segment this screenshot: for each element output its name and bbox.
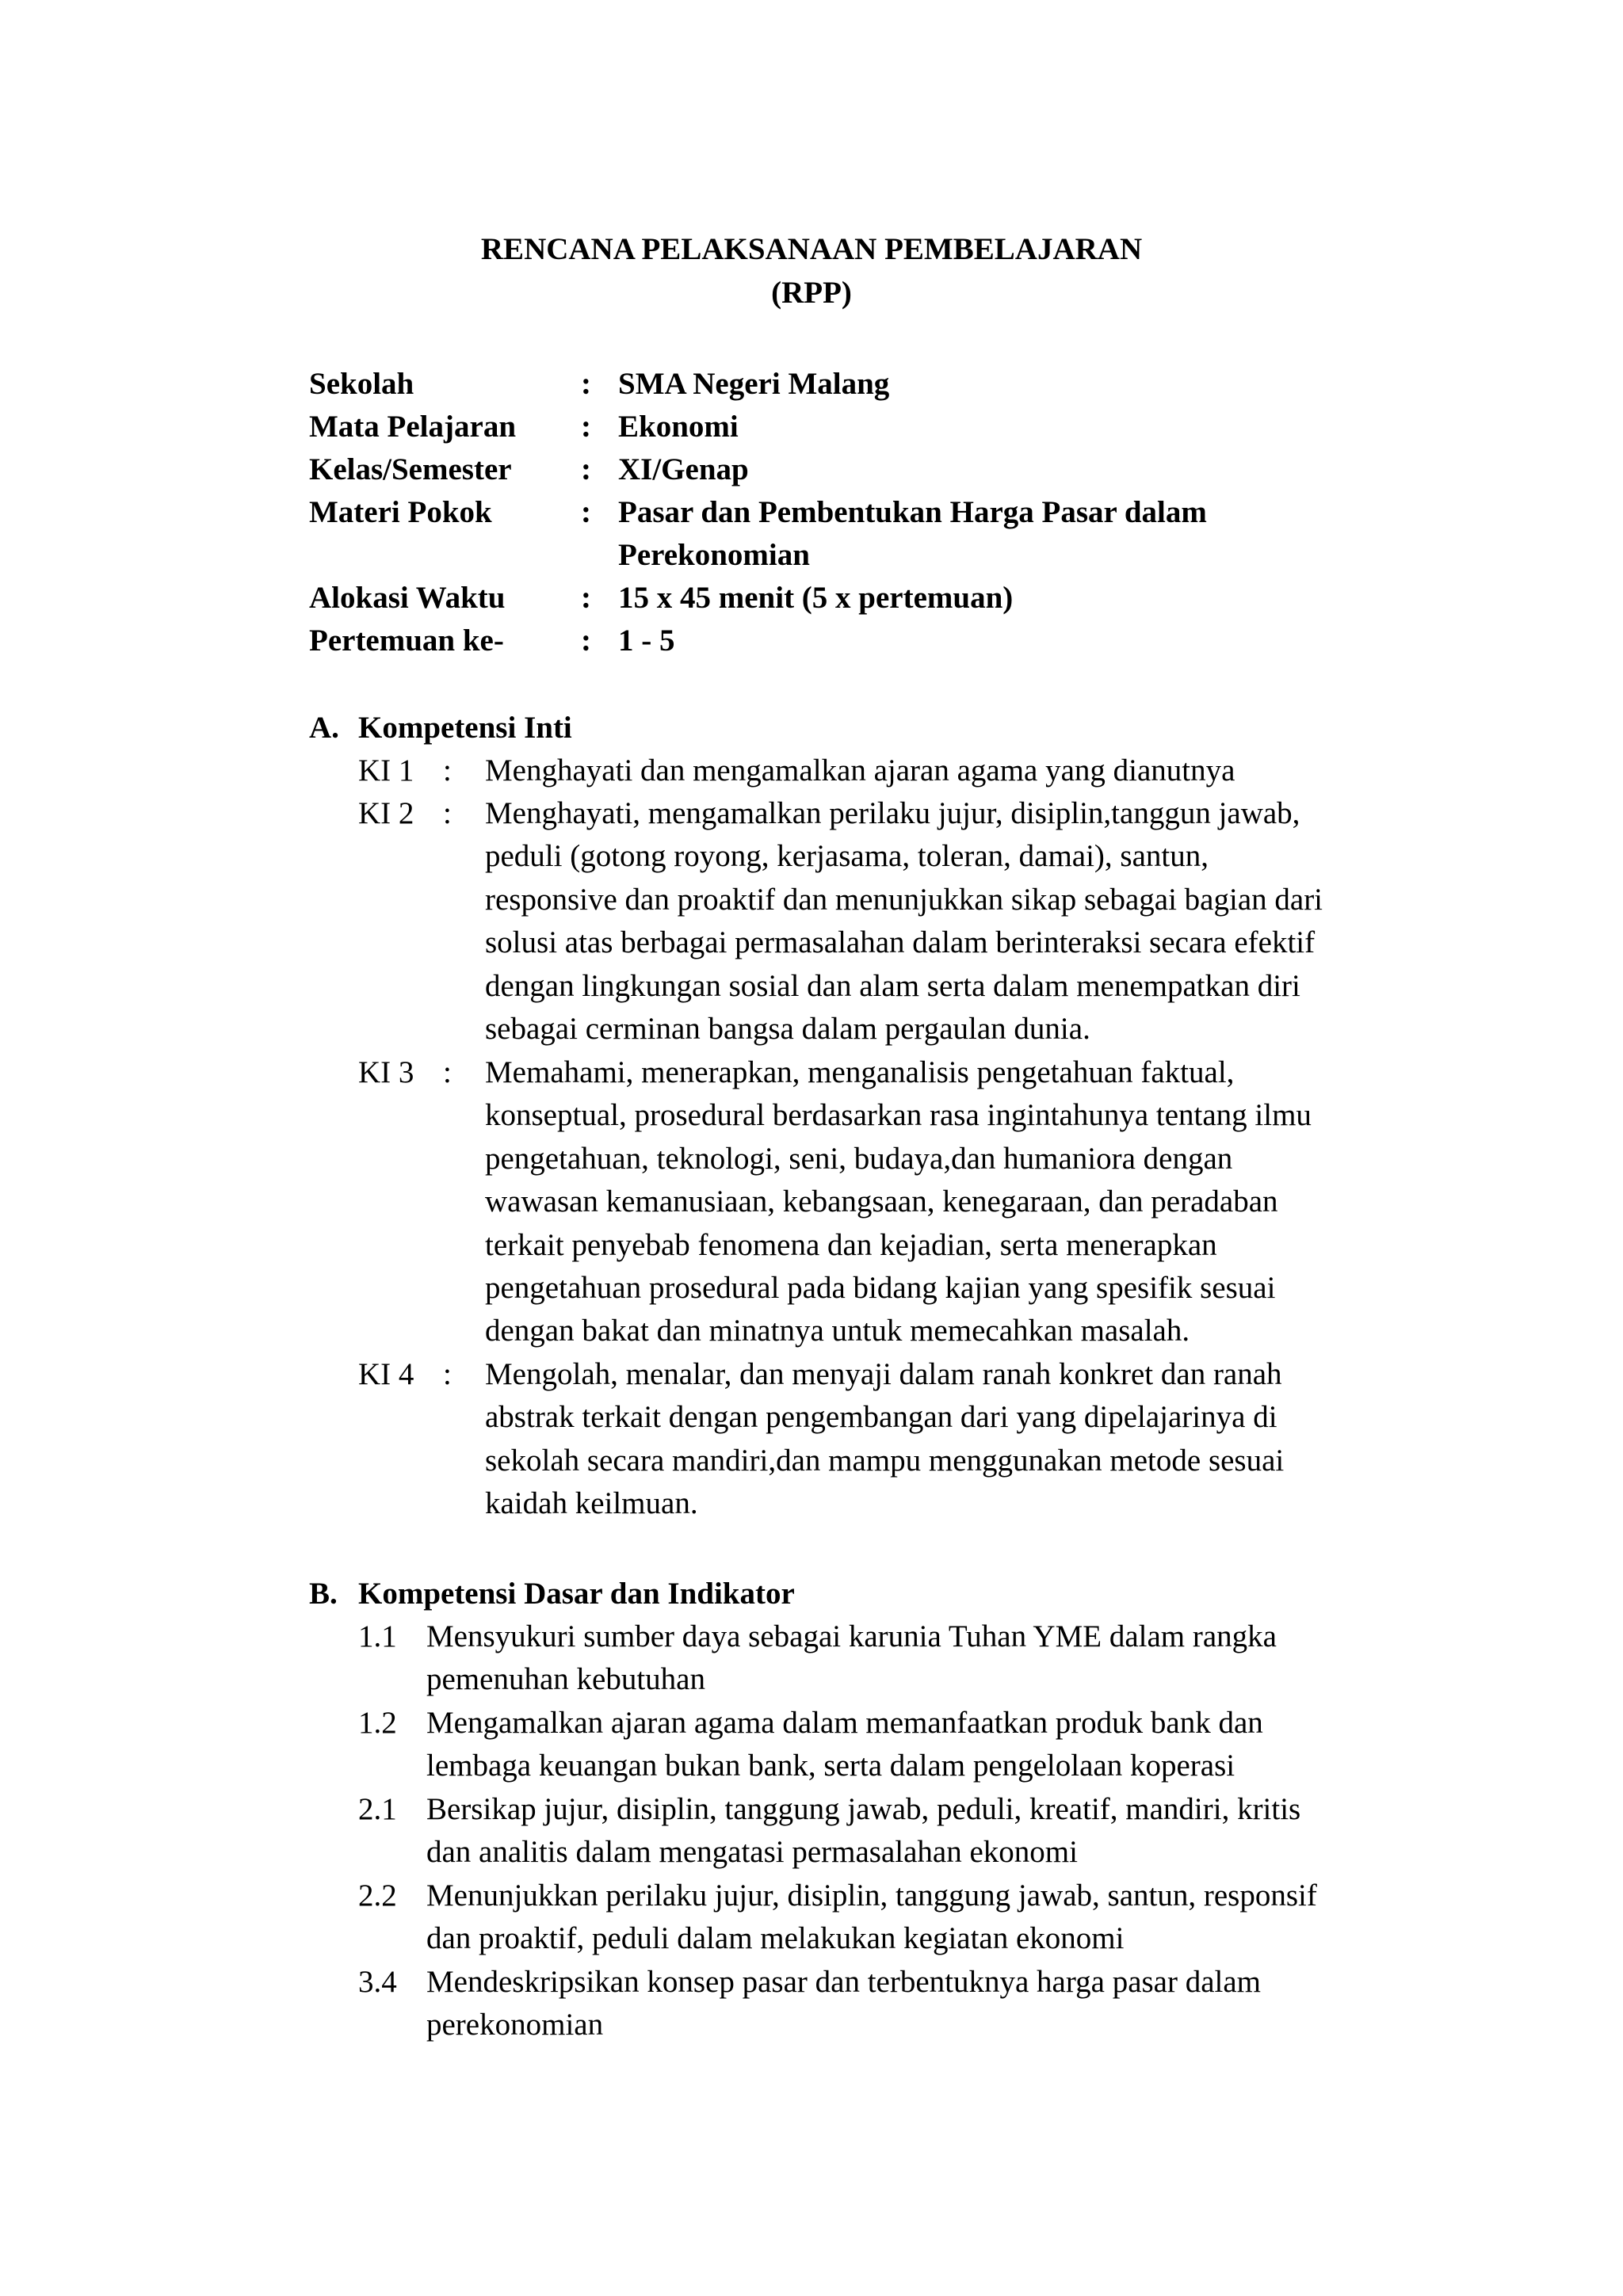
ki-line: peduli (gotong royong, kerjasama, toleran, damai), santun,: [485, 839, 1209, 874]
ki-line: sekolah secara mandiri,dan mampu menggunakan metode sesuai: [485, 1443, 1285, 1478]
kd-number: 1.1: [358, 1619, 397, 1653]
section-letter: A.: [309, 711, 339, 745]
info-colon: :: [581, 495, 591, 529]
ki-description: [485, 1051, 1357, 1353]
info-label: Kelas/Semester: [309, 452, 512, 486]
info-value: 15 x 45 menit (5 x pertemuan): [618, 581, 1014, 615]
ki-description: [485, 749, 1357, 792]
kd-line: perekonomian: [426, 2008, 604, 2042]
info-label: Sekolah: [309, 367, 414, 401]
kd-number: 2.1: [358, 1792, 397, 1826]
kd-line: dan analitis dalam mengatasi permasalahan ekonomi: [426, 1835, 1078, 1870]
info-label: Alokasi Waktu: [309, 581, 506, 615]
kd-number: 1.2: [358, 1706, 397, 1740]
kd-description: [426, 1875, 1377, 1961]
info-value: 1 - 5: [618, 624, 675, 658]
ki-line: dengan lingkungan sosial dan alam serta dalam menempatkan diri: [485, 968, 1300, 1003]
kd-line: lembaga keuangan bukan bank, serta dalam pengelolaan koperasi: [426, 1749, 1235, 1783]
ki-line: konseptual, prosedural berdasarkan rasa ingintahunya tentang ilmu: [485, 1098, 1312, 1133]
ki-line: wawasan kemanusiaan, kebangsaan, kenegaraan, dan peradaban: [485, 1184, 1278, 1219]
ki-line: solusi atas berbagai permasalahan dalam berinteraksi secara efektif: [485, 925, 1316, 960]
kd-number: 3.4: [358, 1965, 397, 1999]
ki-line: Mengolah, menalar, dan menyaji dalam ranah konkret dan ranah: [485, 1357, 1282, 1391]
ki-colon: :: [443, 796, 452, 830]
document-subtitle: (RPP): [771, 276, 852, 310]
kd-number: 2.2: [358, 1878, 397, 1913]
ki-colon: :: [443, 753, 452, 788]
section-letter: B.: [309, 1577, 338, 1611]
ki-description: [485, 1353, 1357, 1526]
kd-description: [426, 1788, 1377, 1875]
ki-code: KI 1: [358, 753, 414, 788]
kd-line: pemenuhan kebutuhan: [426, 1662, 705, 1697]
kd-line: Menunjukkan perilaku jujur, disiplin, tanggung jawab, santun, responsif: [426, 1878, 1317, 1913]
ki-line: Memahami, menerapkan, menganalisis pengetahuan faktual,: [485, 1055, 1235, 1089]
info-label: Pertemuan ke-: [309, 624, 504, 658]
kd-description: [426, 1961, 1377, 2047]
ki-line: kaidah keilmuan.: [485, 1486, 698, 1521]
kd-line: Mengamalkan ajaran agama dalam memanfaatkan produk bank dan: [426, 1706, 1263, 1740]
kd-description: [426, 1702, 1377, 1788]
ki-line: Menghayati dan mengamalkan ajaran agama yang dianutnya: [485, 753, 1235, 788]
info-colon: :: [581, 367, 591, 401]
ki-code: KI 2: [358, 796, 414, 830]
kd-line: Mendeskripsikan konsep pasar dan terbentuknya harga pasar dalam: [426, 1965, 1262, 1999]
kd-description: [426, 1615, 1377, 1702]
kd-line: Bersikap jujur, disiplin, tanggung jawab, peduli, kreatif, mandiri, kritis: [426, 1792, 1301, 1826]
ki-line: pengetahuan, teknologi, seni, budaya,dan humaniora dengan: [485, 1141, 1233, 1176]
info-value: SMA Negeri Malang: [618, 367, 890, 401]
info-value: Pasar dan Pembentukan Harga Pasar dalam: [618, 495, 1207, 529]
ki-code: KI 3: [358, 1055, 414, 1089]
ki-line: Menghayati, mengamalkan perilaku jujur, disiplin,tanggun jawab,: [485, 796, 1300, 830]
ki-line: sebagai cerminan bangsa dalam pergaulan dunia.: [485, 1012, 1090, 1047]
info-label: Mata Pelajaran: [309, 410, 517, 444]
kd-line: Mensyukuri sumber daya sebagai karunia Tuhan YME dalam rangka: [426, 1619, 1277, 1653]
ki-description: [485, 792, 1357, 1051]
ki-code: KI 4: [358, 1357, 414, 1391]
info-colon: :: [581, 624, 591, 658]
document-title: RENCANA PELAKSANAAN PEMBELAJARAN: [480, 232, 1143, 266]
ki-colon: :: [443, 1357, 452, 1391]
info-label: Materi Pokok: [309, 495, 492, 529]
ki-line: responsive dan proaktif dan menunjukkan sikap sebagai bagian dari: [485, 882, 1323, 917]
info-colon: :: [581, 410, 591, 444]
ki-line: abstrak terkait dengan pengembangan dari yang dipelajarinya di: [485, 1400, 1277, 1435]
ki-line: pengetahuan prosedural pada bidang kajian yang spesifik sesuai: [485, 1271, 1276, 1306]
info-value-continued: Perekonomian: [618, 538, 810, 572]
ki-line: terkait penyebab fenomena dan kejadian, serta menerapkan: [485, 1227, 1217, 1262]
section-title: Kompetensi Dasar dan Indikator: [358, 1577, 795, 1611]
section-title: Kompetensi Inti: [358, 711, 572, 745]
info-colon: :: [581, 452, 591, 486]
info-value: XI/Genap: [618, 452, 749, 486]
info-value: Ekonomi: [618, 410, 739, 444]
kd-line: dan proaktif, peduli dalam melakukan kegiatan ekonomi: [426, 1921, 1125, 1956]
ki-line: dengan bakat dan minatnya untuk memecahkan masalah.: [485, 1314, 1190, 1348]
ki-colon: :: [443, 1055, 452, 1089]
info-colon: :: [581, 581, 591, 615]
